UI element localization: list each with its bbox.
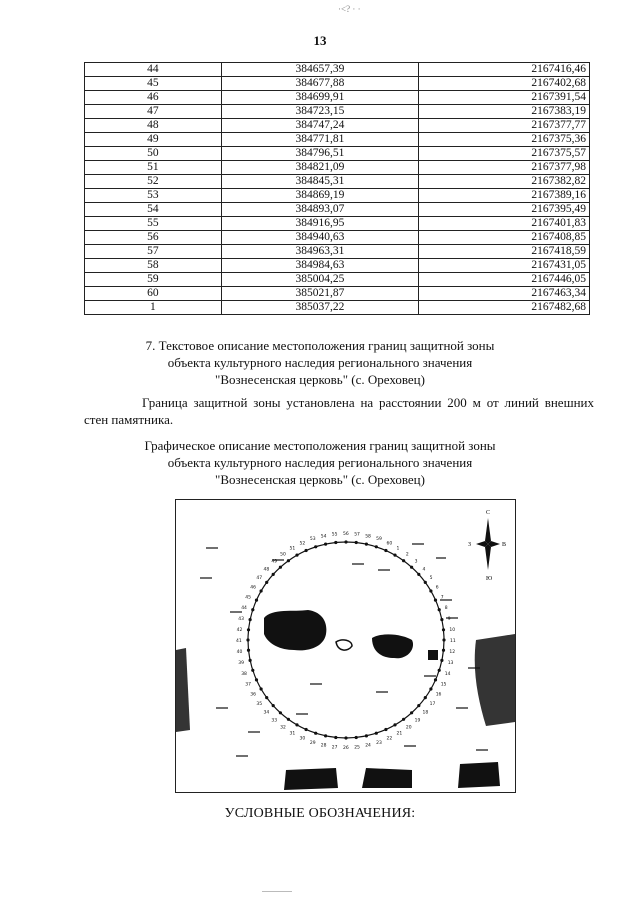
- boundary-point-marker: [434, 678, 437, 681]
- table-row: [85, 77, 590, 91]
- boundary-point-marker: [355, 736, 358, 739]
- x-coordinate-cell: 384747,24: [221, 119, 418, 133]
- boundary-point-marker: [279, 711, 282, 714]
- boundary-point-label: 44: [241, 605, 247, 611]
- y-coordinate-cell: 2167377,77: [419, 119, 590, 133]
- compass-rose: [468, 510, 506, 582]
- boundary-point-marker: [375, 545, 378, 548]
- x-coordinate-cell: 384940,63: [221, 231, 418, 245]
- boundary-point-marker: [272, 573, 275, 576]
- boundary-point-label: 58: [365, 534, 371, 540]
- boundary-point-label: 15: [440, 682, 447, 688]
- boundary-point-label: 16: [435, 692, 442, 698]
- x-coordinate-cell: 384869,19: [221, 189, 418, 203]
- x-coordinate-cell: 384723,15: [221, 105, 418, 119]
- boundary-point-label: 3: [414, 559, 418, 565]
- boundary-point-marker: [287, 718, 290, 721]
- table-row: [85, 259, 590, 273]
- boundary-point-label: 21: [396, 731, 403, 737]
- point-number-cell: 54: [85, 203, 222, 217]
- table-row: [85, 287, 590, 301]
- y-coordinate-cell: 2167395,49: [419, 203, 590, 217]
- boundary-point-label: 45: [245, 595, 252, 601]
- point-number-cell: 51: [85, 161, 222, 175]
- point-number-cell: 57: [85, 245, 222, 259]
- compass-label-north: С: [486, 510, 491, 516]
- boundary-point-label: 33: [271, 718, 278, 724]
- graphic-title-line-2: объекта культурного наследия регионального значения: [167, 455, 473, 470]
- compass-label-west: З: [468, 542, 472, 548]
- building-small-1: [428, 650, 438, 660]
- boundary-point-marker: [438, 669, 441, 672]
- boundary-point-label: 31: [289, 731, 296, 737]
- table-row: [85, 147, 590, 161]
- boundary-point-marker: [375, 732, 378, 735]
- boundary-point-marker: [384, 728, 387, 731]
- boundary-point-label: 20: [405, 725, 412, 731]
- graphic-title-line-3: "Вознесенская церковь" (с. Ореховец): [215, 472, 425, 487]
- y-coordinate-cell: 2167375,36: [419, 133, 590, 147]
- compass-arrow-north: [485, 518, 491, 544]
- boundary-point-label: 18: [422, 710, 429, 716]
- boundary-point-marker: [440, 618, 443, 621]
- building-south-2: [362, 768, 412, 788]
- boundary-point-label: 26: [343, 746, 349, 751]
- boundary-point-marker: [295, 723, 298, 726]
- point-number-cell: 50: [85, 147, 222, 161]
- section-7-title-line-3: "Вознесенская церковь" (с. Ореховец): [215, 372, 425, 387]
- boundary-point-label: 1: [396, 546, 400, 552]
- x-coordinate-cell: 385037,22: [221, 301, 418, 315]
- boundary-point-label: 5: [429, 576, 433, 582]
- boundary-point-label: 6: [435, 585, 439, 591]
- boundary-point-marker: [424, 696, 427, 699]
- boundary-point-marker: [324, 543, 327, 546]
- boundary-point-marker: [355, 541, 358, 544]
- x-coordinate-cell: 384893,07: [221, 203, 418, 217]
- table-row: [85, 217, 590, 231]
- table-row: [85, 189, 590, 203]
- boundary-point-marker: [251, 669, 254, 672]
- boundary-point-label: 35: [256, 701, 263, 707]
- boundary-point-marker: [384, 549, 387, 552]
- point-number-cell: 44: [85, 63, 222, 77]
- table-row: [85, 231, 590, 245]
- section-7-title-line-2: объекта культурного наследия регионального значения: [167, 355, 473, 370]
- boundary-point-label: 41: [236, 639, 242, 644]
- x-coordinate-cell: 384916,95: [221, 217, 418, 231]
- boundary-point-marker: [440, 659, 443, 662]
- boundary-point-marker: [402, 559, 405, 562]
- boundary-point-marker: [429, 687, 432, 690]
- point-number-cell: 59: [85, 273, 222, 287]
- boundary-point-label: 36: [250, 692, 257, 698]
- x-coordinate-cell: 384796,51: [221, 147, 418, 161]
- table-row: [85, 175, 590, 189]
- table-row: [85, 161, 590, 175]
- y-coordinate-cell: 2167375,57: [419, 147, 590, 161]
- boundary-point-marker: [417, 704, 420, 707]
- boundary-point-label: 19: [414, 718, 421, 724]
- boundary-point-label: 14: [444, 672, 451, 678]
- y-coordinate-cell: 2167401,83: [419, 217, 590, 231]
- boundary-point-marker: [344, 736, 347, 739]
- x-coordinate-cell: 384963,31: [221, 245, 418, 259]
- map-edge-west: [176, 648, 190, 732]
- x-coordinate-cell: 384984,63: [221, 259, 418, 273]
- section-7-title-line-1: 7. Текстовое описание местоположения границ защитной зоны: [145, 338, 495, 353]
- point-number-cell: 49: [85, 133, 222, 147]
- boundary-point-marker: [287, 559, 290, 562]
- point-number-cell: 53: [85, 189, 222, 203]
- boundary-point-label: 8: [444, 605, 448, 611]
- boundary-point-marker: [247, 628, 250, 631]
- y-coordinate-cell: 2167418,59: [419, 245, 590, 259]
- boundary-point-marker: [249, 659, 252, 662]
- y-coordinate-cell: 2167383,19: [419, 105, 590, 119]
- y-coordinate-cell: 2167377,98: [419, 161, 590, 175]
- table-row: [85, 273, 590, 287]
- table-row: [85, 105, 590, 119]
- boundary-point-marker: [438, 608, 441, 611]
- boundary-point-label: 13: [447, 661, 454, 667]
- table-row: [85, 301, 590, 315]
- boundary-point-marker: [249, 618, 252, 621]
- x-coordinate-cell: 384677,88: [221, 77, 418, 91]
- boundary-point-marker: [334, 736, 337, 739]
- boundary-point-marker: [246, 638, 249, 641]
- boundary-point-marker: [442, 649, 445, 652]
- boundary-point-label: 43: [238, 616, 245, 622]
- graphic-title-line-1: Графическое описание местоположения границ защитной зоны: [144, 438, 496, 453]
- buildings: [176, 610, 515, 790]
- map-edge-east: [475, 634, 515, 726]
- boundary-point-marker: [247, 649, 250, 652]
- x-coordinate-cell: 384699,91: [221, 91, 418, 105]
- scan-line: [262, 891, 292, 892]
- boundary-point-label: 47: [256, 576, 263, 582]
- boundary-point-label: 29: [309, 740, 316, 746]
- boundary-point-label: 52: [299, 541, 306, 547]
- y-coordinate-cell: 2167446,05: [419, 273, 590, 287]
- boundary-point-marker: [265, 696, 268, 699]
- boundary-point-label: 22: [386, 736, 393, 742]
- point-number-cell: 1: [85, 301, 222, 315]
- church-outline: [336, 640, 352, 650]
- boundary-point-label: 40: [236, 650, 243, 656]
- boundary-point-marker: [442, 638, 445, 641]
- boundary-point-label: 55: [331, 532, 338, 538]
- boundary-point-marker: [410, 711, 413, 714]
- boundary-point-label: 17: [429, 701, 436, 707]
- building-block-east: [372, 634, 413, 658]
- section-7-title: [0, 337, 640, 388]
- boundary-point-label: 10: [449, 627, 456, 633]
- boundary-point-marker: [424, 581, 427, 584]
- point-number-cell: 47: [85, 105, 222, 119]
- scan-mark: ·<? · ·: [338, 4, 361, 14]
- boundary-point-marker: [429, 589, 432, 592]
- boundary-point-marker: [260, 589, 263, 592]
- boundary-paragraph: Граница защитной зоны установлена на расстоянии 200 м от линий внешних стен памятника.: [84, 395, 594, 427]
- protection-zone-map: [175, 499, 516, 793]
- boundary-point-label: 48: [263, 567, 270, 573]
- boundary-point-marker: [305, 549, 308, 552]
- point-number-cell: 46: [85, 91, 222, 105]
- boundary-point-marker: [334, 541, 337, 544]
- table-row: [85, 203, 590, 217]
- boundary-point-label: 23: [376, 740, 382, 746]
- table-row: [85, 133, 590, 147]
- y-coordinate-cell: 2167482,68: [419, 301, 590, 315]
- boundary-point-marker: [365, 734, 368, 737]
- point-number-cell: 56: [85, 231, 222, 245]
- boundary-point-label: 34: [263, 710, 270, 716]
- boundary-point-label: 24: [365, 743, 371, 749]
- point-number-cell: 58: [85, 259, 222, 273]
- x-coordinate-cell: 384771,81: [221, 133, 418, 147]
- boundary-point-marker: [255, 599, 258, 602]
- boundary-point-label: 12: [449, 650, 456, 656]
- legend-title: УСЛОВНЫЕ ОБОЗНАЧЕНИЯ:: [224, 806, 416, 821]
- boundary-point-marker: [365, 543, 368, 546]
- boundary-point-label: 2: [405, 552, 409, 558]
- map-canvas: [176, 500, 515, 792]
- boundary-point-label: 32: [280, 725, 286, 731]
- boundary-point-label: 54: [320, 534, 327, 540]
- boundary-point-marker: [442, 628, 445, 631]
- boundary-point-label: 49: [271, 559, 278, 565]
- boundary-point-label: 28: [320, 743, 327, 749]
- boundary-point-marker: [272, 704, 275, 707]
- compass-label-east: В: [502, 542, 507, 548]
- compass-label-south: Ю: [486, 576, 493, 582]
- coordinates-table: [84, 62, 590, 315]
- boundary-point-marker: [410, 566, 413, 569]
- table-row: [85, 91, 590, 105]
- point-number-cell: 45: [85, 77, 222, 91]
- boundary-point-marker: [251, 608, 254, 611]
- boundary-point-label: 11: [450, 639, 456, 644]
- x-coordinate-cell: 384657,39: [221, 63, 418, 77]
- y-coordinate-cell: 2167463,34: [419, 287, 590, 301]
- boundary-point-label: 39: [238, 661, 245, 667]
- y-coordinate-cell: 2167389,16: [419, 189, 590, 203]
- page-number: 13: [313, 33, 327, 48]
- point-number-cell: 52: [85, 175, 222, 189]
- boundary-point-label: 56: [343, 532, 349, 537]
- y-coordinate-cell: 2167408,85: [419, 231, 590, 245]
- building-block-west: [264, 610, 326, 650]
- boundary-point-marker: [265, 581, 268, 584]
- boundary-point-label: 46: [250, 585, 257, 591]
- x-coordinate-cell: 384845,31: [221, 175, 418, 189]
- boundary-point-label: 38: [241, 672, 247, 678]
- boundary-point-marker: [255, 678, 258, 681]
- boundary-point-label: 53: [309, 537, 316, 543]
- building-south-1: [284, 768, 338, 790]
- boundary-point-label: 57: [354, 532, 360, 538]
- boundary-point-label: 30: [299, 736, 306, 742]
- boundary-point-label: 7: [440, 595, 444, 601]
- point-number-cell: 48: [85, 119, 222, 133]
- boundary-point-label: 25: [354, 745, 360, 751]
- x-coordinate-cell: 384821,09: [221, 161, 418, 175]
- y-coordinate-cell: 2167416,46: [419, 63, 590, 77]
- boundary-point-marker: [305, 728, 308, 731]
- table-row: [85, 63, 590, 77]
- boundary-point-marker: [279, 566, 282, 569]
- x-coordinate-cell: 385004,25: [221, 273, 418, 287]
- boundary-point-label: 27: [331, 745, 338, 751]
- boundary-point-marker: [314, 545, 317, 548]
- boundary-point-marker: [393, 723, 396, 726]
- boundary-point-marker: [324, 734, 327, 737]
- boundary-point-marker: [417, 573, 420, 576]
- y-coordinate-cell: 2167431,05: [419, 259, 590, 273]
- point-number-cell: 60: [85, 287, 222, 301]
- x-coordinate-cell: 385021,87: [221, 287, 418, 301]
- boundary-point-label: 42: [236, 627, 243, 633]
- boundary-point-marker: [344, 540, 347, 543]
- boundary-point-label: 51: [289, 546, 296, 552]
- y-coordinate-cell: 2167382,82: [419, 175, 590, 189]
- boundary-point-label: 60: [386, 541, 393, 547]
- boundary-point-marker: [393, 554, 396, 557]
- boundary-point-marker: [402, 718, 405, 721]
- compass-arrow-south: [485, 544, 491, 570]
- boundary-point-label: 9: [447, 616, 451, 622]
- boundary-point-marker: [260, 687, 263, 690]
- boundary-point-marker: [434, 599, 437, 602]
- y-coordinate-cell: 2167391,54: [419, 91, 590, 105]
- y-coordinate-cell: 2167402,68: [419, 77, 590, 91]
- table-row: [85, 119, 590, 133]
- boundary-point-label: 37: [245, 682, 252, 688]
- table-row: [85, 245, 590, 259]
- graphic-description-title: [0, 437, 640, 488]
- point-number-cell: 55: [85, 217, 222, 231]
- boundary-point-label: 4: [422, 567, 426, 573]
- boundary-point-label: 59: [376, 537, 382, 543]
- boundary-point-marker: [295, 554, 298, 557]
- boundary-point-marker: [314, 732, 317, 735]
- building-south-3: [458, 762, 500, 788]
- boundary-point-label: 50: [280, 552, 286, 558]
